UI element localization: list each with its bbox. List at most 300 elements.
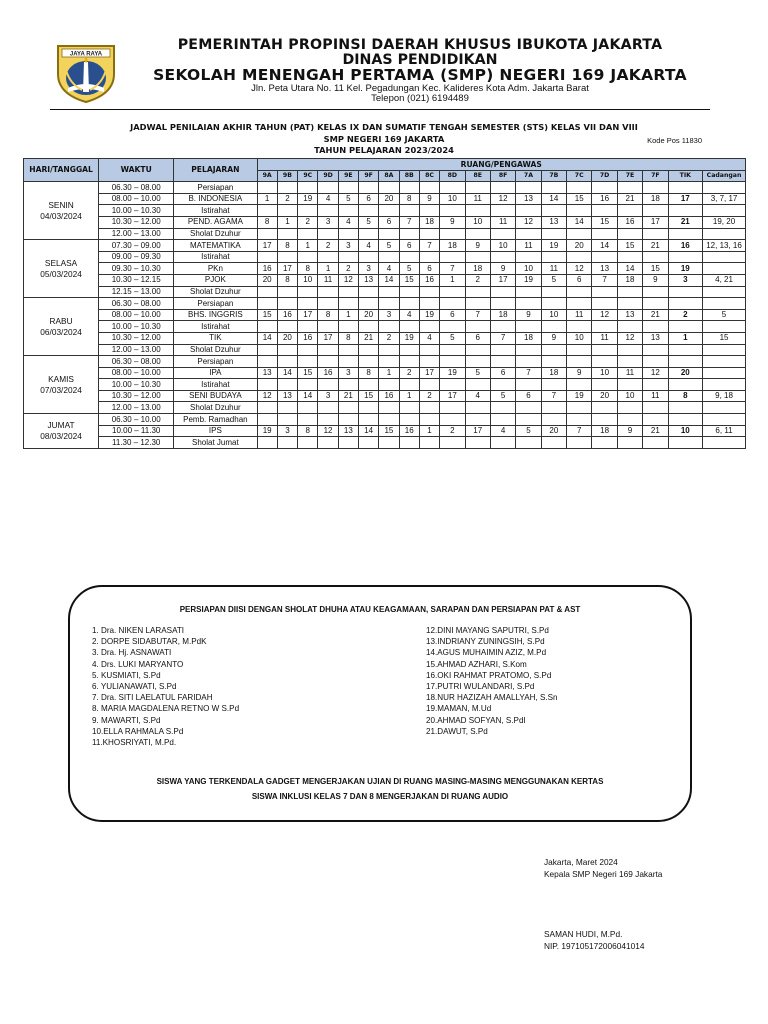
room-supervisor-cell <box>318 205 338 217</box>
room-supervisor-cell <box>465 286 490 298</box>
room-supervisor-cell <box>516 182 541 194</box>
subject-cell: Sholat Dzuhur <box>174 344 257 356</box>
room-supervisor-cell <box>465 321 490 333</box>
jakarta-emblem-logo <box>54 40 118 104</box>
time-cell: 06.30 – 08.00 <box>99 298 174 310</box>
room-header-cell: 7C <box>567 170 592 182</box>
room-supervisor-cell: 12, 13, 16 <box>703 240 746 252</box>
subject-cell: PKn <box>174 263 257 275</box>
supervisor-item: 12.DINI MAYANG SAPUTRI, S.Pd <box>426 626 549 635</box>
room-supervisor-cell <box>298 251 318 263</box>
room-supervisor-cell <box>257 182 277 194</box>
room-header-cell: 8B <box>399 170 419 182</box>
room-supervisor-cell <box>379 182 399 194</box>
room-supervisor-cell <box>257 298 277 310</box>
supervisor-item: 21.DAWUT, S.Pd <box>426 726 488 736</box>
room-supervisor-cell: 17 <box>490 274 515 286</box>
room-supervisor-cell <box>379 321 399 333</box>
room-header-cell: 8F <box>490 170 515 182</box>
room-supervisor-cell: 10 <box>440 193 465 205</box>
room-supervisor-cell: 8 <box>668 390 703 402</box>
room-supervisor-cell <box>298 402 318 414</box>
room-supervisor-cell <box>419 251 439 263</box>
room-supervisor-cell: 16 <box>277 309 297 321</box>
room-supervisor-cell: 6 <box>419 263 439 275</box>
room-supervisor-cell: 9 <box>490 263 515 275</box>
room-supervisor-cell <box>643 251 668 263</box>
room-supervisor-cell <box>703 437 746 449</box>
room-supervisor-cell: 3 <box>318 390 338 402</box>
room-supervisor-cell <box>318 182 338 194</box>
signature-name-block <box>544 929 644 952</box>
room-supervisor-cell: 17 <box>318 332 338 344</box>
table-row <box>24 193 746 205</box>
room-supervisor-cell <box>298 205 318 217</box>
room-supervisor-cell <box>541 251 566 263</box>
room-supervisor-cell <box>541 414 566 426</box>
day-cell <box>24 298 99 356</box>
room-supervisor-cell: 19 <box>567 390 592 402</box>
room-supervisor-cell: 14 <box>257 332 277 344</box>
room-supervisor-cell: 19 <box>298 193 318 205</box>
room-supervisor-cell <box>318 251 338 263</box>
supervisor-item: 15.AHMAD AZHARI, S.Kom <box>426 659 527 669</box>
room-supervisor-cell: 21 <box>643 240 668 252</box>
supervisor-item: 14.AGUS MUHAIMIN AZIZ, M.Pd <box>426 648 547 658</box>
room-supervisor-cell <box>541 182 566 194</box>
room-supervisor-cell: 3 <box>358 263 378 275</box>
room-supervisor-cell: 21 <box>617 193 642 205</box>
table-row <box>24 425 746 437</box>
room-supervisor-cell: 20 <box>592 390 617 402</box>
room-supervisor-cell <box>643 437 668 449</box>
room-supervisor-cell: 20 <box>358 309 378 321</box>
room-supervisor-cell <box>399 298 419 310</box>
room-supervisor-cell <box>298 344 318 356</box>
room-supervisor-cell: 2 <box>379 332 399 344</box>
room-supervisor-cell <box>567 321 592 333</box>
room-supervisor-cell <box>257 286 277 298</box>
room-supervisor-cell <box>592 205 617 217</box>
room-supervisor-cell <box>358 251 378 263</box>
time-cell: 10.30 – 12.15 <box>99 274 174 286</box>
room-supervisor-cell: 20 <box>277 332 297 344</box>
room-supervisor-cell: 14 <box>358 425 378 437</box>
subject-cell: Sholat Dzuhur <box>174 286 257 298</box>
room-supervisor-cell <box>592 356 617 368</box>
room-supervisor-cell: 2 <box>465 274 490 286</box>
room-supervisor-cell <box>703 321 746 333</box>
room-supervisor-cell <box>277 321 297 333</box>
room-header-cell: 9A <box>257 170 277 182</box>
supervisor-item: 17.PUTRI WULANDARI, S.Pd <box>426 682 535 692</box>
room-supervisor-cell <box>318 414 338 426</box>
room-supervisor-cell <box>440 182 465 194</box>
room-supervisor-cell: 16 <box>592 193 617 205</box>
room-supervisor-cell <box>567 402 592 414</box>
room-supervisor-cell: 9 <box>617 425 642 437</box>
room-supervisor-cell <box>338 182 358 194</box>
room-supervisor-cell <box>592 286 617 298</box>
room-supervisor-cell <box>440 251 465 263</box>
subject-cell: PEND. AGAMA <box>174 216 257 228</box>
room-supervisor-cell <box>399 379 419 391</box>
subject-cell: Istirahat <box>174 205 257 217</box>
day-name: RABU <box>49 315 73 326</box>
table-row <box>24 437 746 449</box>
room-supervisor-cell <box>567 379 592 391</box>
room-supervisor-cell: 4 <box>338 216 358 228</box>
room-supervisor-cell: 5 <box>516 425 541 437</box>
room-supervisor-cell <box>277 379 297 391</box>
room-supervisor-cell <box>592 228 617 240</box>
supervisor-item: 8. MARIA MAGDALENA RETNO W S.Pd <box>92 704 240 714</box>
room-supervisor-cell <box>617 205 642 217</box>
day-cell <box>24 356 99 414</box>
room-supervisor-cell <box>399 356 419 368</box>
room-supervisor-cell: 2 <box>338 263 358 275</box>
room-supervisor-cell <box>338 298 358 310</box>
room-supervisor-cell <box>358 298 378 310</box>
room-supervisor-cell <box>440 228 465 240</box>
room-supervisor-cell: 8 <box>399 193 419 205</box>
table-row <box>24 379 746 391</box>
room-header-cell: 8D <box>440 170 465 182</box>
day-date: 07/03/2024 <box>40 384 82 395</box>
supervisor-item: 20.AHMAD SOFYAN, S.PdI <box>426 715 526 725</box>
room-supervisor-cell <box>490 356 515 368</box>
subject-cell: IPA <box>174 367 257 379</box>
room-supervisor-cell <box>318 321 338 333</box>
room-supervisor-cell: 18 <box>592 425 617 437</box>
room-supervisor-cell <box>617 379 642 391</box>
room-supervisor-cell: 15 <box>617 240 642 252</box>
room-supervisor-cell <box>617 414 642 426</box>
room-supervisor-cell <box>440 402 465 414</box>
room-supervisor-cell: 10 <box>541 309 566 321</box>
room-header-cell: 7E <box>617 170 642 182</box>
room-supervisor-cell <box>358 228 378 240</box>
room-supervisor-cell <box>318 379 338 391</box>
supervisor-item: 4. Drs. LUKI MARYANTO <box>92 659 184 669</box>
room-supervisor-cell <box>379 437 399 449</box>
room-supervisor-cell <box>379 414 399 426</box>
room-supervisor-cell <box>643 228 668 240</box>
room-supervisor-cell <box>643 205 668 217</box>
day-date: 06/03/2024 <box>40 326 82 337</box>
room-supervisor-cell <box>338 344 358 356</box>
signature-name: SAMAN HUDI, M.Pd. <box>544 929 623 939</box>
room-supervisor-cell: 5 <box>379 240 399 252</box>
room-supervisor-cell <box>567 205 592 217</box>
letterhead-rule <box>50 109 710 110</box>
room-supervisor-cell: 15 <box>592 216 617 228</box>
room-supervisor-cell <box>592 402 617 414</box>
room-supervisor-cell: 10 <box>668 425 703 437</box>
room-header-cell: Cadangan <box>703 170 746 182</box>
room-supervisor-cell: 7 <box>399 216 419 228</box>
room-supervisor-cell: 18 <box>419 216 439 228</box>
room-supervisor-cell <box>465 298 490 310</box>
room-supervisor-cell <box>379 379 399 391</box>
room-supervisor-cell: 6 <box>358 193 378 205</box>
room-supervisor-cell <box>490 414 515 426</box>
day-date: 05/03/2024 <box>40 268 82 279</box>
room-supervisor-cell <box>419 321 439 333</box>
room-supervisor-cell: 17 <box>298 309 318 321</box>
room-supervisor-cell <box>703 251 746 263</box>
room-supervisor-cell <box>379 356 399 368</box>
government-name: PEMERINTAH PROPINSI DAERAH KHUSUS IBUKOTA JAKARTA <box>177 37 663 53</box>
time-cell: 10.00 – 10.30 <box>99 379 174 391</box>
room-supervisor-cell: 3 <box>379 309 399 321</box>
title-line-1: JADWAL PENILAIAN AKHIR TAHUN (PAT) KELAS IX DAN SUMATIF TENGAH SEMESTER (STS) KELAS VII DAN VIII <box>130 122 638 132</box>
room-supervisor-cell <box>617 251 642 263</box>
room-supervisor-cell: 13 <box>358 274 378 286</box>
room-supervisor-cell <box>277 298 297 310</box>
room-supervisor-cell <box>703 286 746 298</box>
room-supervisor-cell <box>541 321 566 333</box>
room-supervisor-cell: 15 <box>379 425 399 437</box>
room-supervisor-cell <box>298 228 318 240</box>
room-supervisor-cell: 16 <box>617 216 642 228</box>
room-supervisor-cell <box>592 321 617 333</box>
room-supervisor-cell: 5 <box>440 332 465 344</box>
room-supervisor-cell: 4 <box>490 425 515 437</box>
room-supervisor-cell <box>277 414 297 426</box>
subject-cell: Sholat Jumat <box>174 437 257 449</box>
supervisor-item: 2. DORPE SIDABUTAR, M.PdK <box>92 637 207 647</box>
room-supervisor-cell <box>419 228 439 240</box>
room-supervisor-cell <box>379 344 399 356</box>
note-inclusion: SISWA INKLUSI KELAS 7 DAN 8 MENGERJAKAN DI RUANG AUDIO <box>251 792 509 801</box>
room-supervisor-cell <box>465 356 490 368</box>
room-supervisor-cell: 18 <box>440 240 465 252</box>
room-supervisor-cell <box>298 379 318 391</box>
room-supervisor-cell: 19 <box>399 332 419 344</box>
room-supervisor-cell: 13 <box>617 309 642 321</box>
room-supervisor-cell <box>516 205 541 217</box>
room-supervisor-cell <box>592 379 617 391</box>
room-supervisor-cell <box>703 414 746 426</box>
room-supervisor-cell: 7 <box>440 263 465 275</box>
room-supervisor-cell <box>399 414 419 426</box>
header-subject: PELAJARAN <box>174 159 257 182</box>
room-supervisor-cell: 19 <box>668 263 703 275</box>
table-row <box>24 402 746 414</box>
room-supervisor-cell: 16 <box>298 332 318 344</box>
room-supervisor-cell: 3 <box>277 425 297 437</box>
room-header-cell: 9B <box>277 170 297 182</box>
room-supervisor-cell <box>490 182 515 194</box>
room-supervisor-cell: 18 <box>541 367 566 379</box>
room-supervisor-cell <box>338 379 358 391</box>
postal-code: Kode Pos 11830 <box>647 136 702 145</box>
time-cell: 12.00 – 13.00 <box>99 228 174 240</box>
room-supervisor-cell <box>465 344 490 356</box>
room-supervisor-cell <box>703 367 746 379</box>
room-supervisor-cell: 12 <box>318 425 338 437</box>
room-supervisor-cell: 3 <box>338 240 358 252</box>
room-supervisor-cell <box>257 402 277 414</box>
room-supervisor-cell <box>592 414 617 426</box>
time-cell: 10.30 – 12.00 <box>99 332 174 344</box>
room-supervisor-cell <box>318 298 338 310</box>
table-row <box>24 367 746 379</box>
room-supervisor-cell <box>668 344 703 356</box>
table-row <box>24 228 746 240</box>
room-supervisor-cell <box>490 344 515 356</box>
time-cell: 08.00 – 10.00 <box>99 367 174 379</box>
room-supervisor-cell <box>465 402 490 414</box>
room-supervisor-cell <box>567 182 592 194</box>
room-supervisor-cell <box>516 344 541 356</box>
room-supervisor-cell <box>318 402 338 414</box>
room-supervisor-cell <box>277 344 297 356</box>
title-line-2: SMP NEGERI 169 JAKARTA <box>323 133 445 144</box>
room-supervisor-cell <box>490 286 515 298</box>
room-supervisor-cell <box>358 379 378 391</box>
time-cell: 10.00 – 11.30 <box>99 425 174 437</box>
header-time: WAKTU <box>99 159 174 182</box>
room-supervisor-cell <box>567 356 592 368</box>
room-supervisor-cell <box>399 321 419 333</box>
room-supervisor-cell <box>379 298 399 310</box>
time-cell: 12.15 – 13.00 <box>99 286 174 298</box>
room-supervisor-cell: 6 <box>490 367 515 379</box>
room-supervisor-cell <box>668 286 703 298</box>
room-supervisor-cell: 10 <box>567 332 592 344</box>
room-supervisor-cell <box>617 437 642 449</box>
room-supervisor-cell <box>257 205 277 217</box>
room-supervisor-cell <box>516 298 541 310</box>
time-cell: 10.00 – 10.30 <box>99 321 174 333</box>
room-supervisor-cell <box>318 437 338 449</box>
room-supervisor-cell <box>358 321 378 333</box>
table-row <box>24 182 746 194</box>
note-gadget: SISWA YANG TERKENDALA GADGET MENGERJAKAN UJIAN DI RUANG MASING-MASING MENGGUNAKAN KERTAS <box>156 777 604 786</box>
room-supervisor-cell: 10 <box>465 216 490 228</box>
room-supervisor-cell <box>516 402 541 414</box>
room-supervisor-cell: 1 <box>277 216 297 228</box>
room-supervisor-cell: 11 <box>617 367 642 379</box>
room-supervisor-cell: 3 <box>338 367 358 379</box>
subject-cell: IPS <box>174 425 257 437</box>
room-supervisor-cell: 17 <box>440 390 465 402</box>
room-supervisor-cell: 20 <box>668 367 703 379</box>
room-supervisor-cell <box>358 437 378 449</box>
room-supervisor-cell: 2 <box>668 309 703 321</box>
supervisor-item: 1. Dra. NIKEN LARASATI <box>92 626 185 635</box>
table-row <box>24 274 746 286</box>
day-cell <box>24 182 99 240</box>
room-supervisor-cell: 7 <box>592 274 617 286</box>
room-supervisor-cell: 1 <box>338 309 358 321</box>
room-supervisor-cell <box>541 344 566 356</box>
notes-title: PERSIAPAN DIISI DENGAN SHOLAT DHUHA ATAU KEAGAMAAN, SARAPAN DAN PERSIAPAN PAT & AST <box>179 605 581 614</box>
room-supervisor-cell <box>703 298 746 310</box>
room-supervisor-cell: 6 <box>440 309 465 321</box>
room-supervisor-cell: 9, 18 <box>703 390 746 402</box>
room-supervisor-cell <box>338 286 358 298</box>
room-supervisor-cell: 12 <box>338 274 358 286</box>
room-supervisor-cell: 21 <box>338 390 358 402</box>
supervisor-item: 16.OKI RAHMAT PRATOMO, S.Pd <box>426 670 552 680</box>
supervisor-list-left <box>92 625 239 748</box>
room-supervisor-cell: 18 <box>490 309 515 321</box>
room-supervisor-cell <box>643 414 668 426</box>
room-supervisor-cell: 6 <box>465 332 490 344</box>
room-supervisor-cell <box>440 321 465 333</box>
room-supervisor-cell <box>379 228 399 240</box>
room-supervisor-cell <box>541 298 566 310</box>
room-supervisor-cell <box>318 356 338 368</box>
signature-nip: NIP. 197105172006041014 <box>544 940 645 951</box>
room-supervisor-cell: 12 <box>643 367 668 379</box>
table-row <box>24 263 746 275</box>
room-supervisor-cell: 21 <box>358 332 378 344</box>
room-supervisor-cell <box>399 286 419 298</box>
room-supervisor-cell: 1 <box>440 274 465 286</box>
room-supervisor-cell <box>516 251 541 263</box>
time-cell: 06.30 – 10.00 <box>99 414 174 426</box>
room-supervisor-cell <box>465 228 490 240</box>
room-supervisor-cell <box>399 251 419 263</box>
signature-block <box>544 857 662 880</box>
room-supervisor-cell: 18 <box>643 193 668 205</box>
room-supervisor-cell <box>643 379 668 391</box>
room-supervisor-cell: 2 <box>419 390 439 402</box>
room-supervisor-cell: 16 <box>399 425 419 437</box>
school-address: Jln. Peta Utara No. 11 Kel. Pegadungan Kec. Kalideres Kota Adm. Jakarta Barat <box>251 83 589 94</box>
room-supervisor-cell: 2 <box>298 216 318 228</box>
room-supervisor-cell: 19 <box>440 367 465 379</box>
room-supervisor-cell: 7 <box>490 332 515 344</box>
room-supervisor-cell <box>592 344 617 356</box>
room-supervisor-cell: 19 <box>419 309 439 321</box>
room-supervisor-cell <box>668 298 703 310</box>
room-supervisor-cell <box>338 321 358 333</box>
room-supervisor-cell: 13 <box>643 332 668 344</box>
room-supervisor-cell <box>419 437 439 449</box>
room-supervisor-cell <box>257 344 277 356</box>
room-supervisor-cell: 17 <box>277 263 297 275</box>
room-supervisor-cell: 5 <box>358 216 378 228</box>
room-supervisor-cell <box>257 356 277 368</box>
table-row <box>24 309 746 321</box>
svg-text:JAYA RAYA: JAYA RAYA <box>69 51 103 58</box>
room-supervisor-cell: 10 <box>592 367 617 379</box>
room-supervisor-cell <box>668 414 703 426</box>
room-supervisor-cell: 6 <box>567 274 592 286</box>
room-supervisor-cell <box>643 356 668 368</box>
room-supervisor-cell <box>379 402 399 414</box>
room-supervisor-cell: 3 <box>668 274 703 286</box>
notes-box <box>68 585 692 822</box>
room-supervisor-cell: 13 <box>516 193 541 205</box>
time-cell: 09.00 – 09.30 <box>99 251 174 263</box>
room-supervisor-cell <box>298 356 318 368</box>
room-supervisor-cell <box>440 286 465 298</box>
room-supervisor-cell: 5 <box>465 367 490 379</box>
subject-cell: TIK <box>174 332 257 344</box>
room-supervisor-cell: 2 <box>440 425 465 437</box>
room-supervisor-cell: 16 <box>668 240 703 252</box>
room-supervisor-cell: 13 <box>592 263 617 275</box>
room-supervisor-cell <box>440 344 465 356</box>
room-supervisor-cell: 19 <box>257 425 277 437</box>
day-date: 04/03/2024 <box>40 210 82 221</box>
